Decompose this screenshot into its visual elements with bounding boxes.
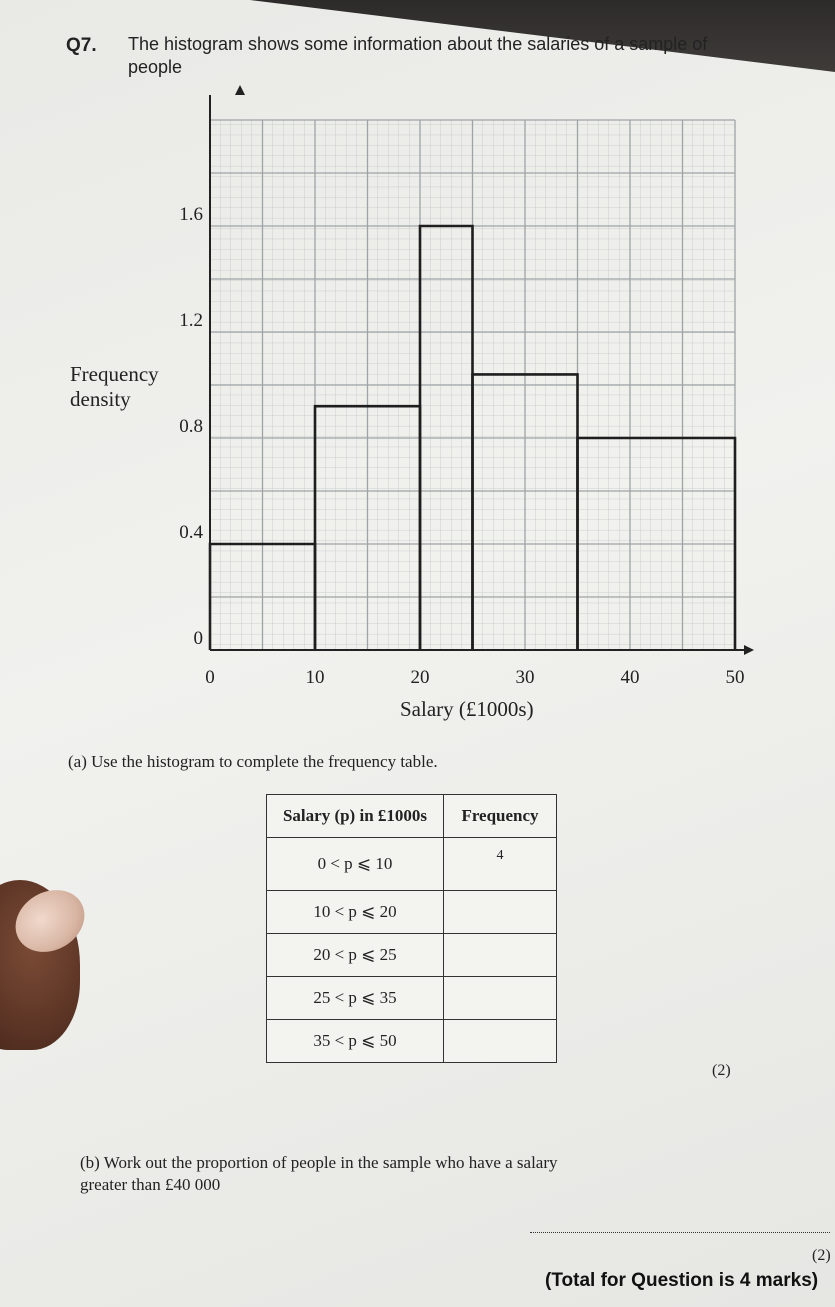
part-b-marks: (2) xyxy=(812,1247,831,1264)
salary-range-cell: 0 < p ⩽ 10 xyxy=(267,838,444,891)
table-row xyxy=(267,977,557,1020)
header-frequency: Frequency xyxy=(444,795,557,838)
table-row xyxy=(267,934,557,977)
x-tick-label: 30 xyxy=(515,667,535,688)
y-axis-label: Frequency density xyxy=(70,362,159,412)
frequency-table xyxy=(266,794,557,1063)
answer-line[interactable] xyxy=(530,1232,830,1233)
y-tick-label: 1.6 xyxy=(179,204,203,225)
table-row xyxy=(267,891,557,934)
x-axis-label: Salary (£1000s) xyxy=(400,697,534,721)
part-a-marks: (2) xyxy=(712,1062,731,1079)
frequency-cell[interactable] xyxy=(444,891,557,934)
frequency-cell[interactable] xyxy=(444,977,557,1020)
salary-range-cell: 35 < p ⩽ 50 xyxy=(267,1020,444,1063)
frequency-cell[interactable] xyxy=(444,934,557,977)
part-a-instruction: (a) Use the histogram to complete the frequency table. xyxy=(68,752,438,771)
question-intro: The histogram shows some information about the salaries of a sample of people xyxy=(128,34,708,77)
x-tick-label: 10 xyxy=(305,667,325,688)
question-number: Q7. xyxy=(66,35,97,56)
x-axis-arrow-icon xyxy=(744,645,754,655)
total-marks: (Total for Question is 4 marks) xyxy=(545,1270,819,1291)
salary-range-cell: 25 < p ⩽ 35 xyxy=(267,977,444,1020)
header-salary: Salary (p) in £1000s xyxy=(267,795,444,838)
x-tick-label: 50 xyxy=(725,667,745,688)
frequency-cell[interactable] xyxy=(444,1020,557,1063)
frequency-cell[interactable]: 4 xyxy=(444,838,557,891)
y-axis-ticks xyxy=(179,204,203,649)
table-row xyxy=(267,838,557,891)
y-tick-label: 0.4 xyxy=(179,522,203,543)
table-row xyxy=(267,1020,557,1063)
x-tick-label: 20 xyxy=(410,667,430,688)
y-tick-label: 0 xyxy=(193,628,203,649)
table-header-row xyxy=(267,795,557,838)
x-axis-ticks xyxy=(205,667,744,688)
y-tick-label: 0.8 xyxy=(179,416,203,437)
salary-range-cell: 10 < p ⩽ 20 xyxy=(267,891,444,934)
x-tick-label: 0 xyxy=(205,667,215,688)
y-axis-arrow-icon xyxy=(235,85,245,95)
x-tick-label: 40 xyxy=(620,667,640,688)
salary-range-cell: 20 < p ⩽ 25 xyxy=(267,934,444,977)
part-b-instruction: (b) Work out the proportion of people in the sample who have a salary greater than £40 000 xyxy=(80,1153,558,1195)
y-tick-label: 1.2 xyxy=(179,310,203,331)
